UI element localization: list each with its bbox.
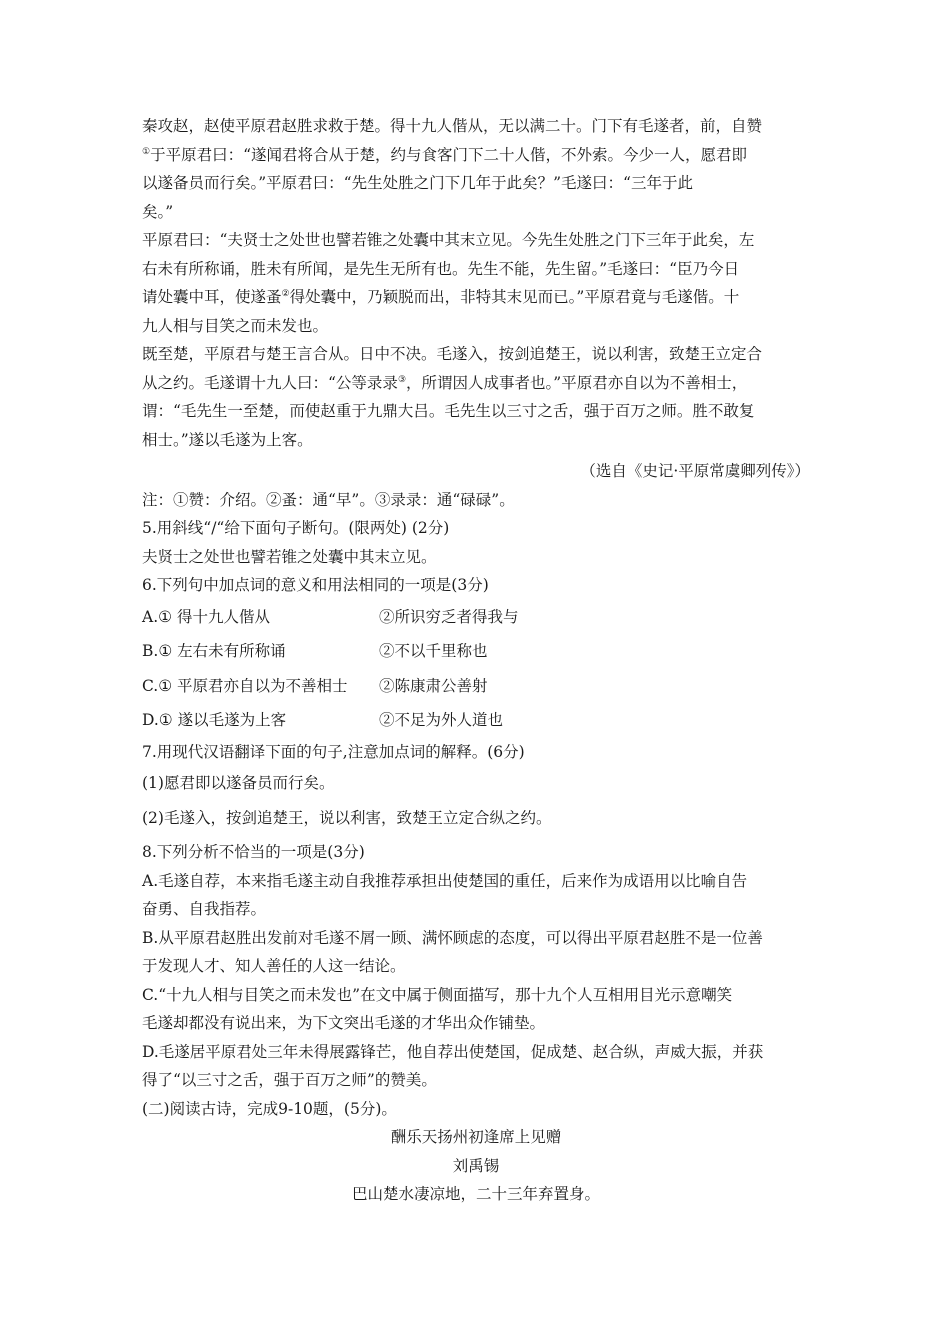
option-line: 于发现人才、知人善任的人这一结论。 <box>142 957 406 975</box>
question-8-stem: 8.下列分析不恰当的一项是(3分) <box>142 843 365 861</box>
option-d: D.① 遂以毛遂为上客 ②不足为外人道也 <box>142 711 504 729</box>
section-intro: (二)阅读古诗，完成9-10题，(5分)。 <box>142 1099 397 1118</box>
footnote-marker: ③ <box>397 374 407 385</box>
text-line: 平原君曰：“夫贤士之处世也譬若锥之处囊中其末立见。今先生处胜之门下三年于此矣，左 <box>142 231 755 249</box>
text-line: ①于平原君曰：“遂闻君将合从于楚，约与食客门下二十人偕，不外索。今少一人，愿君即 <box>142 145 748 164</box>
option-line: D.毛遂居平原君处三年未得展露锋芒，他自荐出使楚国，促成楚、赵合纵，声威大振，并获 <box>142 1042 764 1061</box>
question-7-sentence-2: (2)毛遂入，按剑追楚王，说以利害，致楚王立定合纵之约。 <box>142 808 552 827</box>
question-7-stem: 7.用现代汉语翻译下面的句子,注意加点词的解释。(6分) <box>142 742 525 761</box>
footnote-marker: ② <box>281 289 290 299</box>
text-line: 九人相与目笑之而未发也。 <box>142 316 329 335</box>
option-line: 毛遂却都没有说出来，为下文突出毛遂的才华出众作铺垫。 <box>142 1014 546 1032</box>
passage-paragraph-3 <box>142 340 810 454</box>
text-line: 相士。”遂以毛遂为上客。 <box>142 430 313 449</box>
option-line: A.毛遂自荐，本来指毛遂主动自我推荐承担出使楚国的重任，后来作为成语用以比喻自告 <box>142 871 748 890</box>
text-line: 矣。” <box>142 202 174 221</box>
text-line: 请处囊中耳，使遂蚤②得处囊中，乃颖脱而出，非特其末见而已。”平原君竟与毛遂偕。十 <box>142 288 740 306</box>
passage-source: （选自《史记·平原常虞卿列传》） <box>580 462 810 480</box>
document-page <box>142 112 810 1209</box>
poem-title: 酬乐天扬州初逢席上见赠 <box>390 1128 562 1146</box>
option-line: 得了“以三寸之舌，强于百万之师”的赞美。 <box>142 1071 437 1089</box>
text-line: 以遂备员而行矣。”平原君曰：“先生处胜之门下几年于此矣？”毛遂曰：“三年于此 <box>142 174 693 192</box>
question-6-options <box>142 603 810 735</box>
poem-line-1: 巴山楚水凄凉地，二十三年弃置身。 <box>351 1185 600 1203</box>
text-line: 秦攻赵，赵使平原君赵胜求救于楚。得十九人偕从，无以满二十。门下有毛遂者，前，自赞 <box>142 117 763 135</box>
passage-notes: 注：①赞：介绍。②蚤：通“早”。③录录：通“碌碌”。 <box>142 490 515 509</box>
option-a: A.① 得十九人偕从 ②所识穷乏者得我与 <box>142 607 519 626</box>
text-line: 既至楚，平原君与楚王言合从。日中不决。毛遂入，按剑追楚王，说以利害，致楚王立定合 <box>142 345 763 363</box>
question-7-sentence-1: (1)愿君即以遂备员而行矣。 <box>142 774 335 792</box>
text-line: 从之约。毛遂谓十九人曰：“公等录录③，所谓因人成事者也。”平原君亦自以为不善相士， <box>142 373 748 392</box>
question-8-options <box>142 867 810 1095</box>
question-5-text: 夫贤士之处世也譬若锥之处囊中其末立见。 <box>142 547 437 566</box>
option-line: C.“十九人相与目笑之而未发也”在文中属于侧面描写，那十九个人互相用目光示意嘲笑 <box>142 985 733 1004</box>
text-line: 右未有所称诵，胜未有所闻，是先生无所有也。先生不能，先生留。”毛遂曰：“臣乃今日 <box>142 259 740 278</box>
poem-author: 刘禹锡 <box>452 1156 500 1175</box>
passage-paragraph-1 <box>142 112 810 226</box>
option-c: C.① 平原君亦自以为不善相士 ②陈康肃公善射 <box>142 676 488 695</box>
footnote-marker: ① <box>142 146 151 157</box>
option-b: B.① 左右未有所称诵 ②不以千里称也 <box>142 642 488 660</box>
question-5-stem: 5.用斜线“/“给下面句子断句。(限两处) (2分) <box>142 519 450 537</box>
question-6-stem: 6.下列句中加点词的意义和用法相同的一项是(3分) <box>142 576 489 594</box>
option-line: 奋勇、自我指荐。 <box>142 900 267 918</box>
option-line: B.从平原君赵胜出发前对毛遂不屑一顾、满怀顾虑的态度，可以得出平原君赵胜不是一位善 <box>142 928 763 947</box>
text-line: 谓：“毛先生一至楚，而使赵重于九鼎大吕。毛先生以三寸之舌，强于百万之师。胜不敢复 <box>142 402 755 420</box>
passage-paragraph-2 <box>142 226 810 340</box>
